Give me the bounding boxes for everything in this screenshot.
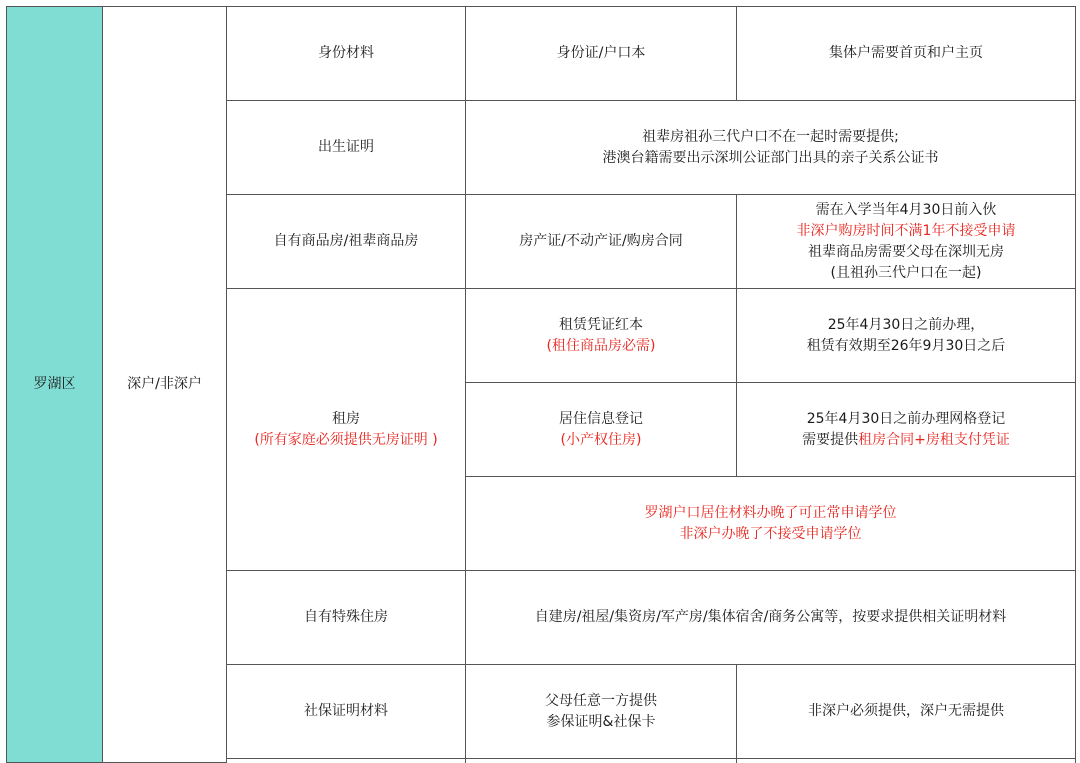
- note-line-warning: 非深户办晚了不接受申请学位: [679, 525, 862, 542]
- note-cell-residence-registration: [737, 383, 1076, 477]
- district-label: 罗湖区: [33, 376, 76, 392]
- item-label: 社保证明材料: [304, 703, 388, 719]
- note-line: 港澳台籍需要出示深圳公证部门出具的亲子关系公证书: [602, 149, 939, 166]
- item-label: 自有特殊住房: [304, 609, 388, 625]
- school-application-materials-table: [6, 6, 1076, 763]
- note-line: 祖辈商品房需要父母在深圳无房: [808, 243, 1004, 260]
- docs-label: 房产证/不动产证/购房合同: [519, 233, 683, 249]
- docs-label: 租赁凭证红本: [559, 316, 643, 333]
- note-line: 25年4月30日之前办理网格登记: [806, 410, 1006, 427]
- note-line: 25年4月30日之前办理，: [827, 316, 985, 333]
- note-line: (且祖孙三代户口在一起): [830, 264, 982, 281]
- note-line: 祖辈房祖孙三代户口不在一起时需要提供;: [642, 128, 899, 145]
- note-label: 集体户需要首页和户主页: [829, 45, 983, 61]
- docs-label: 身份证/户口本: [556, 45, 646, 61]
- item-label: 自有商品房/祖辈商品房: [273, 233, 419, 249]
- docs-cell-identity: [466, 7, 737, 101]
- item-note-warning: (所有家庭必须提供无房证明 ): [254, 431, 438, 448]
- note-cell-birth: [466, 101, 1076, 195]
- docs-cell-rental-certificate: [466, 289, 737, 383]
- item-label: 出生证明: [318, 139, 374, 155]
- note-line-warning: 非深户购房时间不满1年不接受申请: [796, 222, 1016, 239]
- note-line: 需在入学当年4月30日前入伙: [815, 201, 997, 218]
- note-cell-rental-late: [466, 477, 1076, 571]
- docs-line: 参保证明&社保卡: [546, 713, 656, 730]
- note-label: 非深户必须提供，深户无需提供: [808, 703, 1004, 719]
- item-cell-special-housing: [227, 571, 466, 665]
- note-cell-rental-certificate: [737, 289, 1076, 383]
- note-line: 租赁有效期至26年9月30日之后: [806, 337, 1006, 354]
- docs-cell-social-security: [466, 665, 737, 759]
- note-cell-special-housing: [466, 571, 1076, 665]
- item-cell-identity: [227, 7, 466, 101]
- note-cell-identity: [737, 7, 1076, 101]
- docs-cell-owned-housing: [466, 195, 737, 289]
- note-line: [741, 430, 1071, 451]
- docs-cell-residence-registration: [466, 383, 737, 477]
- item-cell-owned-housing: [227, 195, 466, 289]
- hukou-type-cell: [103, 7, 227, 763]
- note-warning: 租房合同+房租支付凭证: [858, 431, 1010, 448]
- item-cell-social-security: [227, 665, 466, 759]
- district-cell: [7, 7, 103, 763]
- table-row-identity: [7, 7, 1076, 101]
- item-label: 身份材料: [318, 45, 374, 61]
- docs-note-warning: (租住商品房必需): [546, 337, 656, 354]
- note-label: 自建房/祖屋/集资房/军产房/集体宿舍/商务公寓等，按要求提供相关证明材料: [534, 609, 1007, 625]
- item-cell-rental: [227, 289, 466, 571]
- docs-label: 居住信息登记: [559, 410, 643, 427]
- hukou-type-label: 深户/非深户: [127, 376, 202, 392]
- item-label: 租房: [332, 410, 360, 427]
- docs-note-warning: (小产权住房): [560, 431, 642, 448]
- note-prefix: 需要提供: [802, 431, 859, 448]
- note-cell-social-security: [737, 665, 1076, 759]
- docs-line: 父母任意一方提供: [545, 692, 657, 709]
- note-cell-owned-housing: [737, 195, 1076, 289]
- item-cell-birth: [227, 101, 466, 195]
- note-line-warning: 罗湖户口居住材料办晚了可正常申请学位: [644, 504, 897, 521]
